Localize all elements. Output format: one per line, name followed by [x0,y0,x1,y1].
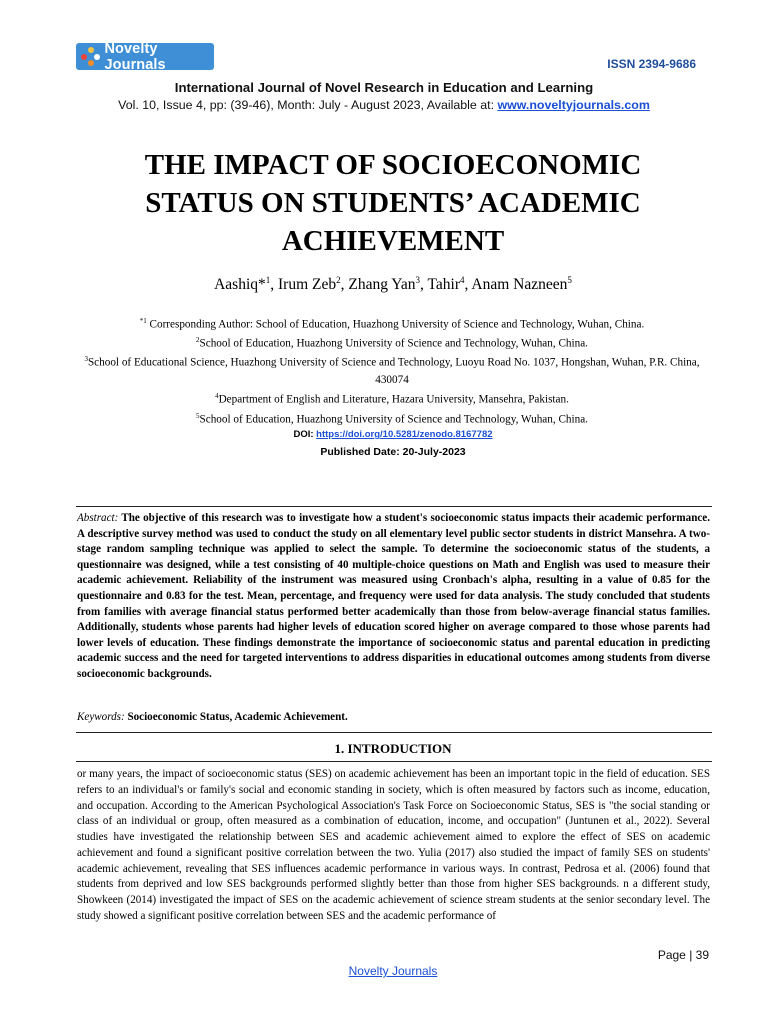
abstract [77,511,710,683]
novelty-journals-logo[interactable] [76,40,214,73]
doi-label: DOI: [293,429,317,440]
doi-link[interactable]: https://doi.org/10.5281/zenodo.8167782 [316,429,493,440]
abstract-top-rule [76,506,712,507]
page-number: Page | 39 [657,948,709,962]
author: Irum Zeb$^2$, [278,275,349,294]
doi-line [0,429,768,440]
issn: ISSN 2394-9686 [607,57,696,71]
author: Anam Nazneen$^5$ [471,275,572,294]
keywords-label: Keywords: [77,711,125,723]
affiliation: $^{*1}$ Corresponding Author: School of Education, Huazhong University of Science and Technology, Wuhan, China. [139,317,645,331]
molecule-logo-icon [81,47,99,67]
keywords-text: Socioeconomic Status, Academic Achievement. [124,711,348,723]
author: Tahir$^4$, [427,275,472,294]
affiliation: $^4$Department of English and Literature, Hazara University, Mansehra, Pakistan. [215,392,569,406]
affiliation: $^3$School of Educational Science, Huazhong University of Science and Technology, Luoyu Road No. 1037, Hongshan, Wuhan, P.R. China, 430074 [84,355,700,386]
journal-info [0,98,768,112]
abstract-text: The objective of this research was to investigate how a student's socioeconomic status impacts their academic performance. A descriptive survey method was used to conduct the study on all elementary level public sector students in district Mansehra. A two-stage random sampling technique was applied to select the sample. To determine the socioeconomic status of the students, a questionnaire was designed, while a test consisting of 40 multiple-choice questions on Math and English was used to measure their academic achievement. Reliability of the instrument was measured using Cronbach's alpha, resulting in a value of 0.85 for the questionnaire and 0.83 for the test. Mean, percentage, and frequency were used for data analysis. The study concluded that students from families with average financial status performed better academically than those from below-average financial status families. Additionally, students whose parents had higher levels of education scored higher on average compared to those whose parents had lower levels of education. These findings demonstrate the importance of socioeconomic status and parental education in predicting academic success and the need for targeted interventions to address disparities in educational outcomes among students from diverse socioeconomic backgrounds. [77,512,710,680]
abstract-label: Abstract: [77,512,119,524]
journal-website-link[interactable]: www.noveltyjournals.com [497,98,650,112]
author: Aashiq*$^1$, [214,275,279,294]
author-list [0,275,768,294]
keywords [77,711,710,723]
logo-text: Novelty Journals [104,40,166,73]
section-rule [76,761,712,762]
published-date: Published Date: 20-July-2023 [320,446,466,458]
introduction-paragraph: or many years, the impact of socioeconomic status (SES) on academic achievement has been an important topic in the field of education. SES refers to an individual's or family's social and economic standing in society, which is often measured by factors such as income, education, and occupation. According to the American Psychological Association's Task Force on Socioeconomic Status, SES is "the social standing or class of an individual or group, often measured as a combination of education, income, and occupation" (Juntunen et al., 2022). Several studies have investigated the relationship between SES and academic achievement aimed to explore the effect of SES on academic achievement and found a significant positive correlation between the two. Yulia (2017) also studied the impact of family SES on students' academic achievement, revealing that SES influences academic performance in various ways. In contrast, Pedrosa et al. (2006) found that students from deprived and low SES backgrounds performed slightly better than those from higher SES backgrounds. n a different study, Showkeen (2014) investigated the impact of SES on the academic achievement of science stream students at the senior secondary level. The study showed a significant positive correlation between SES and the academic performance of [77,768,710,922]
author: Zhang Yan$^3$, [348,275,428,294]
journal-info-text: Vol. 10, Issue 4, pp: (39-46), Month: July - August 2023, Available at: [118,98,498,112]
section-heading-introduction: 1. INTRODUCTION [334,741,452,756]
affiliation: $^2$School of Education, Huazhong University of Science and Technology, Wuhan, China. [196,336,588,350]
paper-title: THE IMPACT OF SOCIOECONOMIC STATUS ON STUDENTS’ ACADEMIC ACHIEVEMENT [144,149,642,257]
affiliation: $^5$School of Education, Huazhong University of Science and Technology, Wuhan, China. [196,412,588,426]
footer-publisher-link[interactable]: Novelty Journals [348,964,438,978]
journal-title: International Journal of Novel Research in Education and Learning [174,80,594,95]
abstract-bottom-rule [76,732,712,733]
